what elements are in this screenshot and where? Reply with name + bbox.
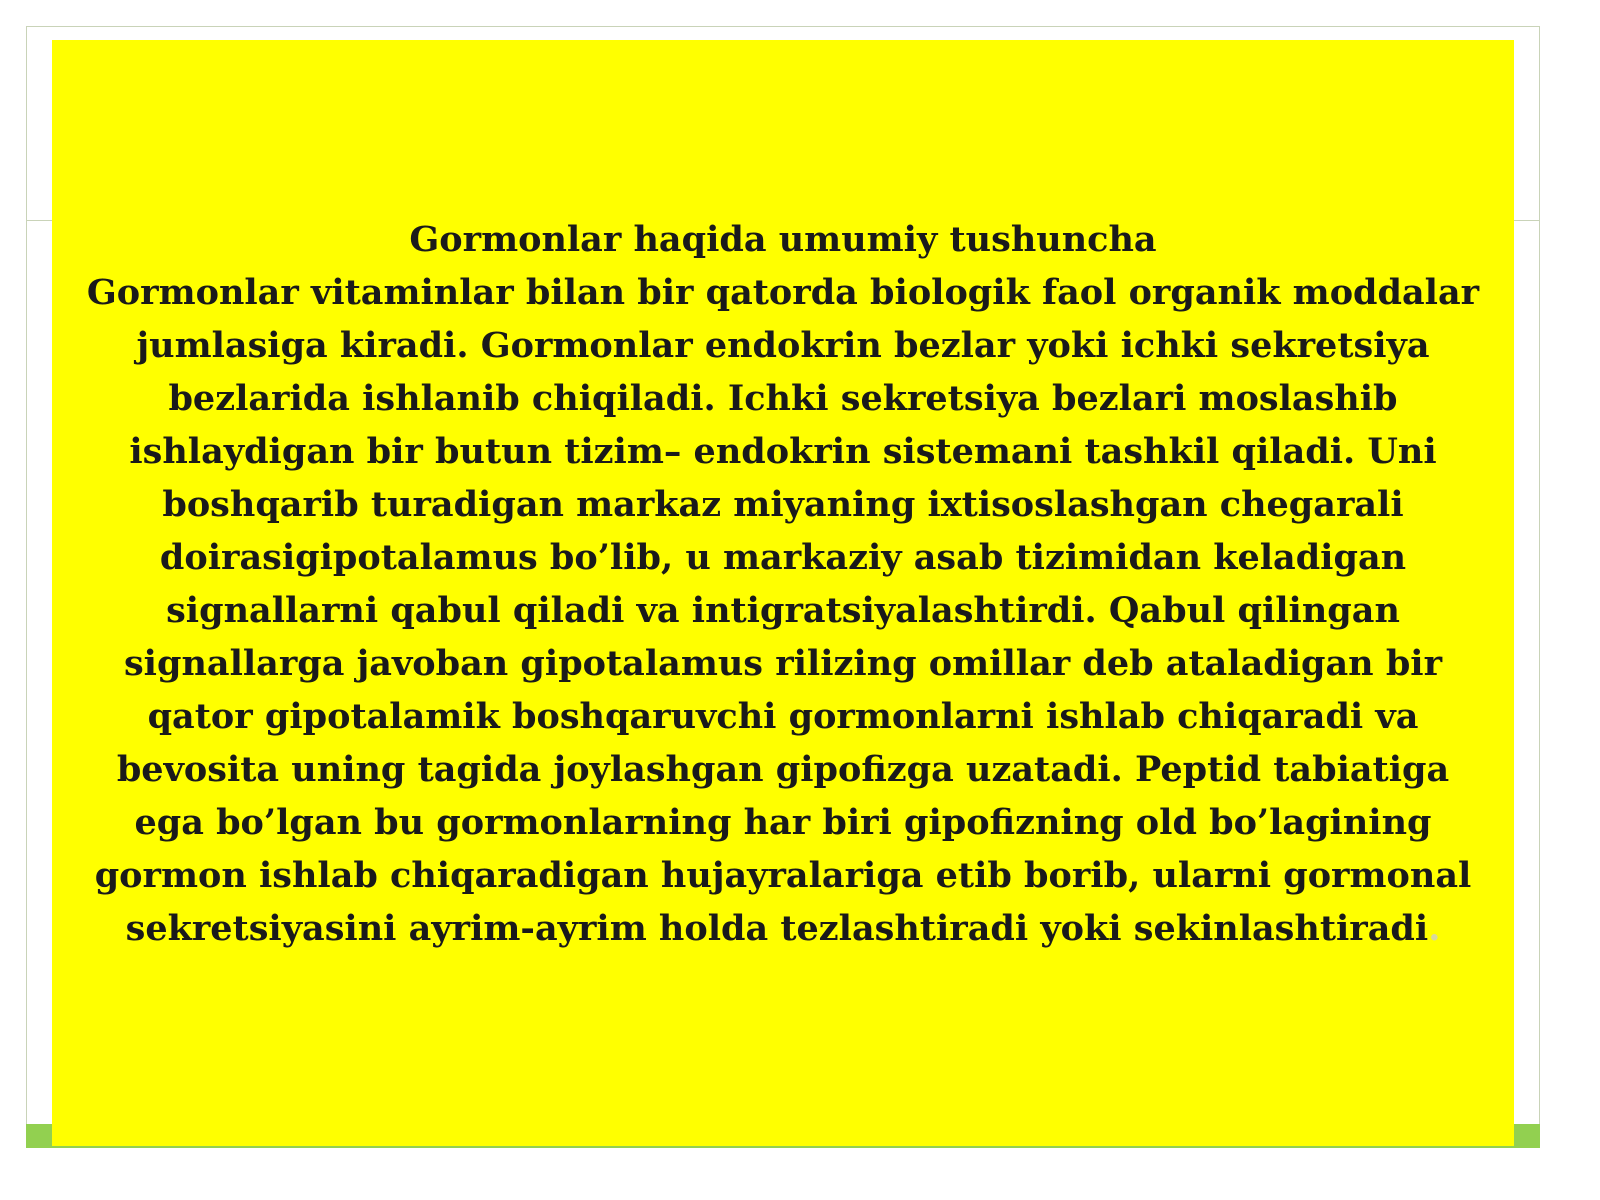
trailing-mark: . [1428, 908, 1441, 949]
frame-divider-right [1514, 220, 1540, 221]
slide-body: Gormonlar vitaminlar bilan bir qatorda biologik faol organik moddalar jumlasiga kiradi. Gormonlar endokrin bezlar yoki ichki sekretsiya bezlarida ishlanib chiqiladi. Ichki sekretsiya bezlari moslashib ishlaydigan bir butun tizim– endokrin sistemani tashkil qiladi. Uni boshqarib turadigan markaz miyaning ixtisoslashgan chegarali doirasigipotalamus bo’lib, u markaziy asab tizimidan keladigan signallarni qabul qiladi va intigratsiyalashtirdi. Qabul qilingan signallarga javoban gipotalamus rilizing omillar deb ataladigan bir qator gipotalamik boshqaruvchi gormonlarni ishlab chiqaradi va bevosita uning tagida joylashgan gipofizga uzatadi. Peptid tabiatiga ega bo’lgan bu gormonlarning har biri gipofizning old bo’lagining gormon ishlab chiqaradigan hujayralariga etib borib, ularni gormonal sekretsiyasini ayrim-ayrim holda tezlashtiradi yoki sekinlashtiradi [86, 272, 1480, 949]
frame-divider-left [26, 220, 52, 221]
slide-text [82, 205, 1484, 955]
highlighted-text-box [52, 40, 1514, 1146]
slide-title: Gormonlar haqida umumiy tushuncha [409, 219, 1157, 260]
